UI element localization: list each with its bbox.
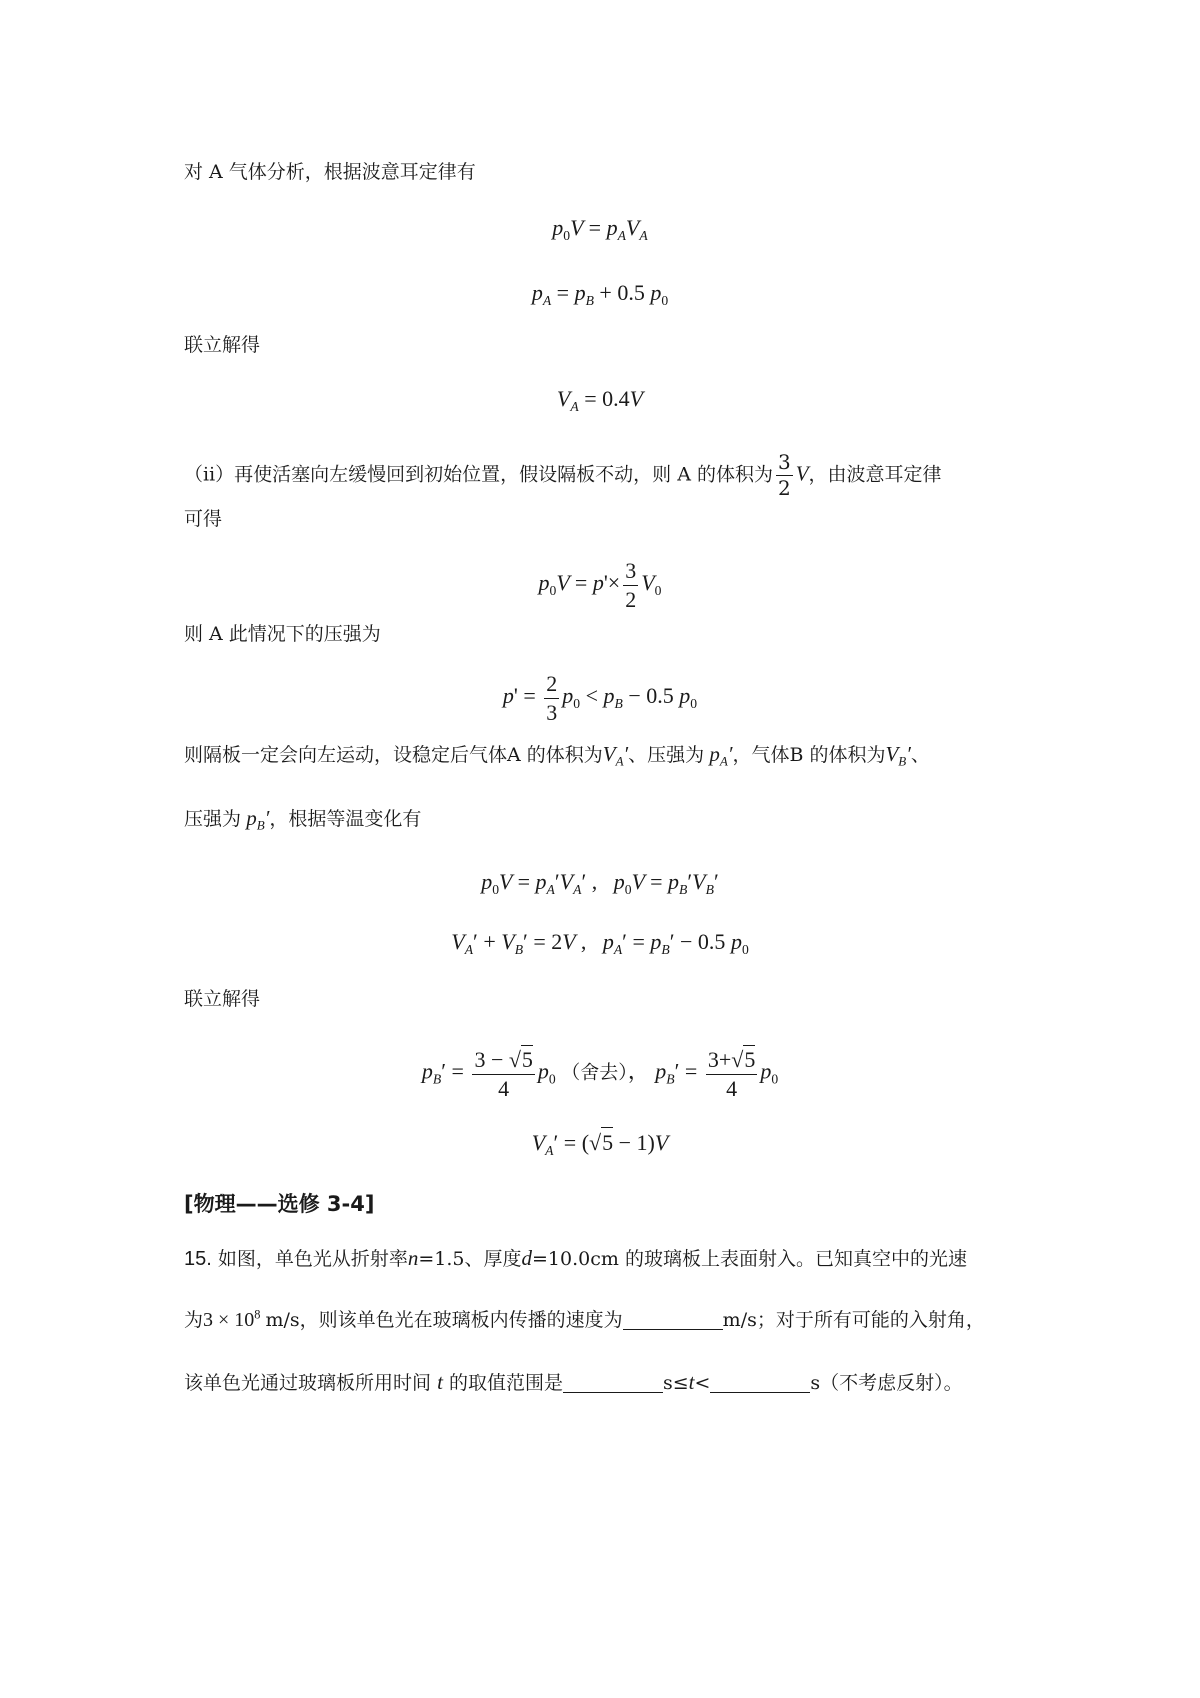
paragraph-solve-1: 联立解得: [184, 334, 261, 356]
question-number: 15.: [184, 1248, 212, 1270]
equation-boyle-prime: $p_0V = p'\times$ $\frac{3}{2}$ $V_0$: [538, 558, 662, 612]
paragraph-obtain: 可得: [184, 508, 223, 530]
answer-blank-min-time[interactable]: [563, 1372, 663, 1393]
paragraph-pressure-a-case: 则 A 此情况下的压强为: [184, 623, 381, 645]
answer-blank-max-time[interactable]: [710, 1372, 810, 1393]
equation-volume-a: $V_A = 0.4V$: [556, 386, 644, 414]
equation-volume-a-final: $V_A' = (√5 - 1)V$: [0, 1127, 1200, 1158]
question-15-line-2: 为$3 \times 10^8$ m/s，则该单色光在玻璃板内传播的速度为 m/s；对于所有可能的入射角，: [184, 1307, 985, 1331]
equation-boyle-a: $p_0V = p_AV_A$: [552, 215, 648, 243]
paragraph-part-ii: （ⅱ）再使活塞向左缓慢回到初始位置，假设隔板不动，则 A 的体积为 $\frac{3}{2}$ V，由波意耳定律: [184, 450, 942, 500]
equation-pressure-prime: p' = $\frac{2}{3}$ $p_0 < p_B - 0.5$ $p_0$: [502, 671, 698, 725]
paragraph-isothermal: 压强为 $p_B'$，根据等温变化有: [184, 806, 422, 833]
paragraph-solve-2: 联立解得: [184, 988, 261, 1010]
section-heading-physics-3-4: [物理——选修 3-4]: [184, 1192, 375, 1216]
paragraph-partition-moves: 则隔板一定会向左运动，设稳定后气体A 的体积为$V_A'$、压强为 $p_A'$，气体B 的体积为$V_B'$、: [184, 742, 930, 769]
question-15-line-3: 该单色光通过玻璃板所用时间 t 的取值范围是 s≤t< s（不考虑反射）。: [184, 1370, 963, 1394]
fraction-three-halves: $\frac{3}{2}$: [777, 450, 791, 500]
discard-note: （舍去）: [561, 1061, 628, 1084]
question-15-line-1: 15. 如图，单色光从折射率n=1.5、厚度d=10.0cm 的玻璃板上表面射入。已知真空中的光速: [184, 1246, 967, 1270]
equation-isothermal-pair: $p_0V = p_A'V_A'$ , $p_0V = p_B'V_B'$: [481, 869, 719, 897]
paragraph-a-gas-analysis: 对 A 气体分析，根据波意耳定律有: [184, 161, 476, 183]
equation-pressure-a: $p_A = p_B + 0.5$ $p_0$: [531, 280, 669, 308]
equation-pressure-b-solutions: $p_B'$ = $\frac{3 - √5}{4}$ $p_0$ （舍去）， $p_B'$ = $\frac{3+√5}{4}$ $p_0$: [421, 1047, 779, 1101]
answer-blank-speed[interactable]: [623, 1309, 723, 1330]
equation-volume-sum: $V_A' + V_B' = 2V$ , $p_A' = p_B' - 0.5$ $p_0$: [451, 929, 749, 957]
